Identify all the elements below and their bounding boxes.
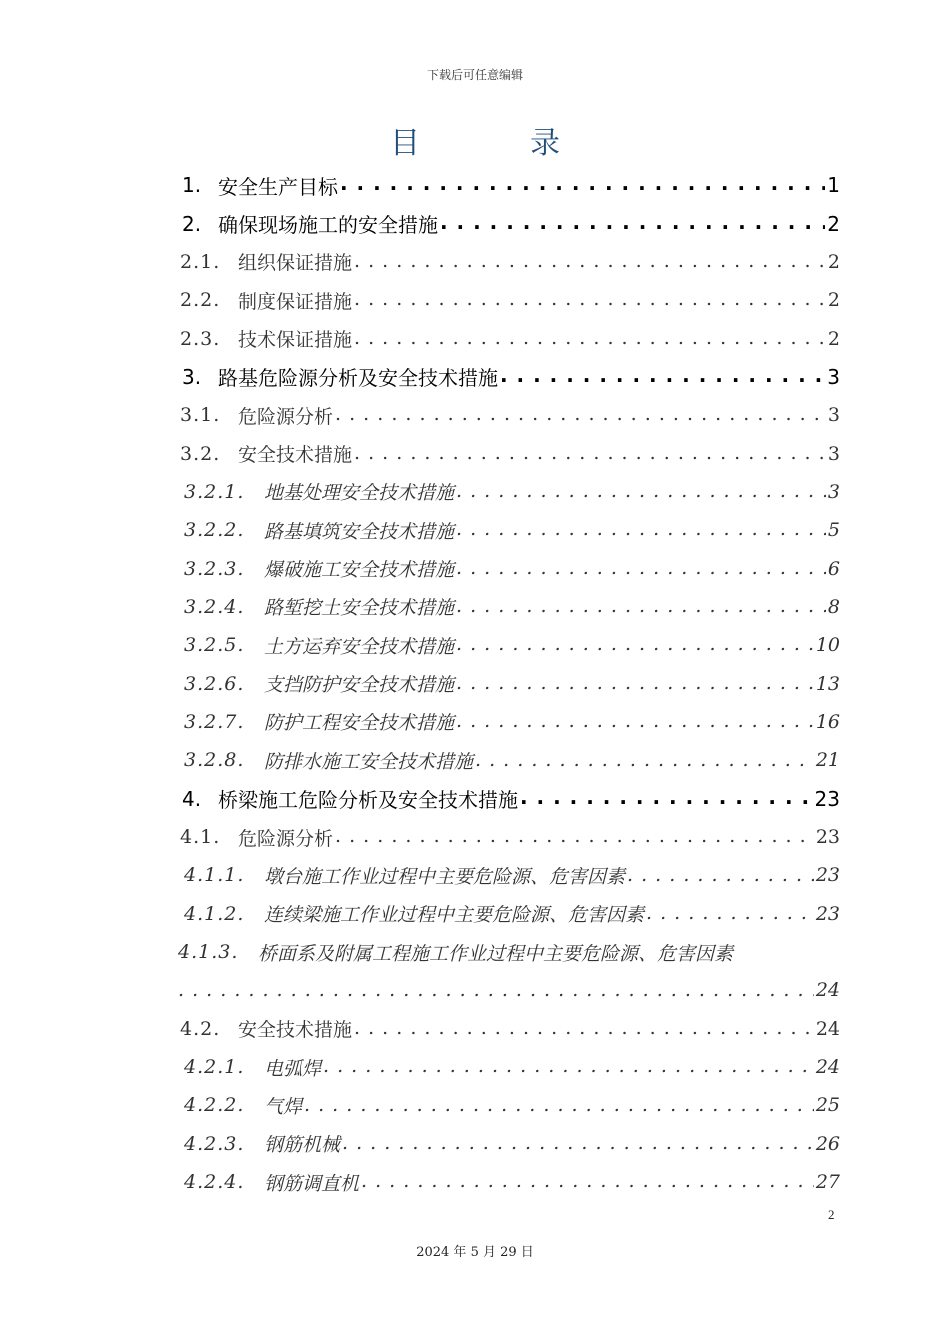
toc-entry-page: 23 <box>815 826 840 849</box>
toc-entry-title: 钢筋机械 <box>264 1134 341 1157</box>
toc-leader-dots <box>361 1163 814 1201</box>
toc-leader-dots <box>354 1010 814 1048</box>
toc-entry-title: 路基填筑安全技术措施 <box>264 520 455 543</box>
toc-entry-title: 安全技术措施 <box>238 444 353 467</box>
toc-entry-title: 安全生产目标 <box>218 174 338 199</box>
toc-entry-page: 3 <box>827 480 840 503</box>
toc-entry[interactable] <box>178 626 840 664</box>
toc-entry-title: 地基处理安全技术措施 <box>264 482 455 505</box>
toc-entry-page: 2 <box>827 327 840 350</box>
toc-entry-page: 1 <box>827 173 840 198</box>
toc-entry[interactable] <box>178 319 840 357</box>
toc-leader-dots <box>456 549 826 587</box>
toc-entry-page: 5 <box>827 519 840 542</box>
toc-entry-number: 4.1.2. <box>184 902 245 925</box>
toc-leader-dots <box>354 434 826 472</box>
toc-entry[interactable] <box>178 396 840 434</box>
toc-entry[interactable] <box>178 434 840 472</box>
toc-entry[interactable] <box>178 741 840 779</box>
page-header: 下载后可任意编辑 <box>426 68 523 82</box>
toc-entry-title: 路堑挖土安全技术措施 <box>264 597 455 620</box>
toc-entry-page: 23 <box>815 902 840 925</box>
toc-entry[interactable] <box>178 358 840 396</box>
toc-entry-number: 4.2.4. <box>184 1171 245 1194</box>
toc-entry-title: 防护工程安全技术措施 <box>264 712 455 735</box>
toc-entry-page: 10 <box>815 634 840 657</box>
toc-entry[interactable] <box>178 166 840 204</box>
toc-entry-title: 危险源分析 <box>238 405 334 428</box>
toc-entry[interactable] <box>178 1125 840 1163</box>
toc-entry-page: 25 <box>815 1094 840 1117</box>
toc-entry-number: 2.3. <box>180 327 221 350</box>
toc-entry-number: 3.2.8. <box>184 749 245 772</box>
toc-leader-dots <box>440 204 825 242</box>
toc-entry-number: 3.1. <box>180 404 221 427</box>
toc-entry[interactable] <box>178 895 840 933</box>
toc-leader-dots <box>456 626 814 664</box>
toc-entry-number: 1. <box>182 173 202 198</box>
toc-leader-dots <box>340 166 825 204</box>
toc-entry-page: 6 <box>827 557 840 580</box>
toc-entry-page: 24 <box>815 1017 840 1040</box>
toc-entry[interactable] <box>178 588 840 626</box>
toc-entry-number: 3.2. <box>180 442 221 465</box>
toc-entry[interactable] <box>178 1010 840 1048</box>
toc-entry-page: 23 <box>814 786 840 811</box>
toc-entry[interactable] <box>178 549 840 587</box>
toc-entry-page: 21 <box>815 749 840 772</box>
toc-entry-page: 26 <box>815 1132 840 1155</box>
toc-entry-number: 4.2. <box>180 1017 221 1040</box>
page-footer-date: 2024 年 5 月 29 日 <box>416 1245 534 1260</box>
toc-entry[interactable] <box>178 281 840 319</box>
toc-leader-dots <box>500 358 825 396</box>
toc-entry-title: 路基危险源分析及安全技术措施 <box>218 366 498 391</box>
toc-entry-page: 2 <box>827 211 840 236</box>
toc-entry[interactable] <box>178 780 840 818</box>
toc-entry-continuation[interactable] <box>178 971 840 1009</box>
toc-entry-title: 桥面系及附属工程施工作业过程中主要危险源、危害因素 <box>258 942 734 965</box>
toc-entry[interactable] <box>178 473 840 511</box>
toc-entry[interactable] <box>178 856 840 894</box>
toc-entry-number: 4.1.1. <box>184 864 245 887</box>
toc-leader-dots <box>323 1048 814 1086</box>
toc-entry-page: 3 <box>827 442 840 465</box>
toc-entry-title: 土方运弃安全技术措施 <box>264 635 455 658</box>
toc-entry-title: 安全技术措施 <box>238 1019 353 1042</box>
toc-entry-number: 3. <box>182 364 202 389</box>
toc-entry-title: 钢筋调直机 <box>264 1172 360 1195</box>
toc-entry[interactable] <box>178 1048 840 1086</box>
toc-leader-dots <box>456 473 826 511</box>
toc-leader-dots <box>335 396 826 434</box>
toc-entry-page: 3 <box>827 364 840 389</box>
toc-entry[interactable] <box>178 204 840 242</box>
toc-entry-title: 防排水施工安全技术措施 <box>264 750 474 773</box>
toc-entry[interactable] <box>178 818 840 856</box>
toc-entry-title: 气焊 <box>264 1095 303 1118</box>
table-of-contents <box>178 166 840 1201</box>
toc-entry[interactable] <box>178 511 840 549</box>
toc-entry-title: 技术保证措施 <box>238 329 353 352</box>
toc-leader-dots <box>646 895 814 933</box>
toc-entry-number: 4.2.2. <box>184 1094 245 1117</box>
toc-entry-title: 制度保证措施 <box>238 290 353 313</box>
toc-entry[interactable] <box>178 664 840 702</box>
toc-entry-title: 确保现场施工的安全措施 <box>218 213 438 238</box>
toc-leader-dots <box>342 1125 814 1163</box>
toc-entry-title: 连续梁施工作业过程中主要危险源、危害因素 <box>264 904 645 927</box>
toc-entry-page: 2 <box>827 250 840 273</box>
toc-entry-page: 24 <box>815 979 840 1002</box>
toc-entry-title: 支挡防护安全技术措施 <box>264 674 455 697</box>
toc-leader-dots <box>475 741 814 779</box>
toc-leader-dots <box>456 511 826 549</box>
toc-entry-title: 爆破施工安全技术措施 <box>264 559 455 582</box>
toc-entry-number: 4.2.3. <box>184 1132 245 1155</box>
toc-entry[interactable] <box>178 703 840 741</box>
toc-entry-number: 2. <box>182 211 202 236</box>
toc-leader-dots <box>520 780 813 818</box>
toc-entry-number: 4.1. <box>180 826 221 849</box>
toc-entry-number: 4.2.1. <box>184 1056 245 1079</box>
toc-title: 目 录 <box>390 126 600 161</box>
toc-entry-number: 3.2.4. <box>184 595 245 618</box>
toc-leader-dots <box>456 588 826 626</box>
toc-entry-title: 危险源分析 <box>238 827 334 850</box>
toc-leader-dots <box>304 1086 814 1124</box>
toc-entry-page: 2 <box>827 289 840 312</box>
page-number: 2 <box>828 1207 835 1222</box>
toc-entry-number: 2.2. <box>180 289 221 312</box>
toc-entry-page: 8 <box>827 595 840 618</box>
toc-entry-number: 4.1.3. <box>178 941 239 964</box>
toc-entry-page: 27 <box>815 1171 840 1194</box>
toc-leader-dots <box>456 664 814 702</box>
toc-entry-page: 16 <box>815 710 840 733</box>
toc-entry-page: 24 <box>815 1056 840 1079</box>
toc-entry-number: 3.2.5. <box>184 634 245 657</box>
toc-leader-dots <box>456 703 814 741</box>
toc-leader-dots <box>627 856 814 894</box>
toc-entry-number: 3.2.7. <box>184 710 245 733</box>
toc-entry-number: 4. <box>182 786 202 811</box>
toc-entry-number: 3.2.3. <box>184 557 245 580</box>
toc-entry-page: 23 <box>815 864 840 887</box>
toc-entry-number: 3.2.2. <box>184 519 245 542</box>
toc-entry[interactable] <box>178 1086 840 1124</box>
toc-leader-dots <box>335 818 814 856</box>
toc-leader-dots <box>354 319 826 357</box>
toc-entry-title: 墩台施工作业过程中主要危险源、危害因素 <box>264 865 626 888</box>
toc-entry-number: 2.1. <box>180 250 221 273</box>
toc-leader-dots <box>354 243 826 281</box>
toc-entry-title: 组织保证措施 <box>238 252 353 275</box>
toc-leader-dots <box>178 971 814 1009</box>
toc-entry[interactable] <box>178 933 840 971</box>
toc-entry-page: 13 <box>815 672 840 695</box>
toc-entry-page: 3 <box>827 404 840 427</box>
toc-leader-dots <box>354 281 826 319</box>
toc-entry-number: 3.2.6. <box>184 672 245 695</box>
toc-entry-number: 3.2.1. <box>184 480 245 503</box>
toc-entry-title: 桥梁施工危险分析及安全技术措施 <box>218 788 518 813</box>
toc-entry[interactable] <box>178 1163 840 1201</box>
toc-entry[interactable] <box>178 243 840 281</box>
toc-entry-title: 电弧焊 <box>264 1057 322 1080</box>
